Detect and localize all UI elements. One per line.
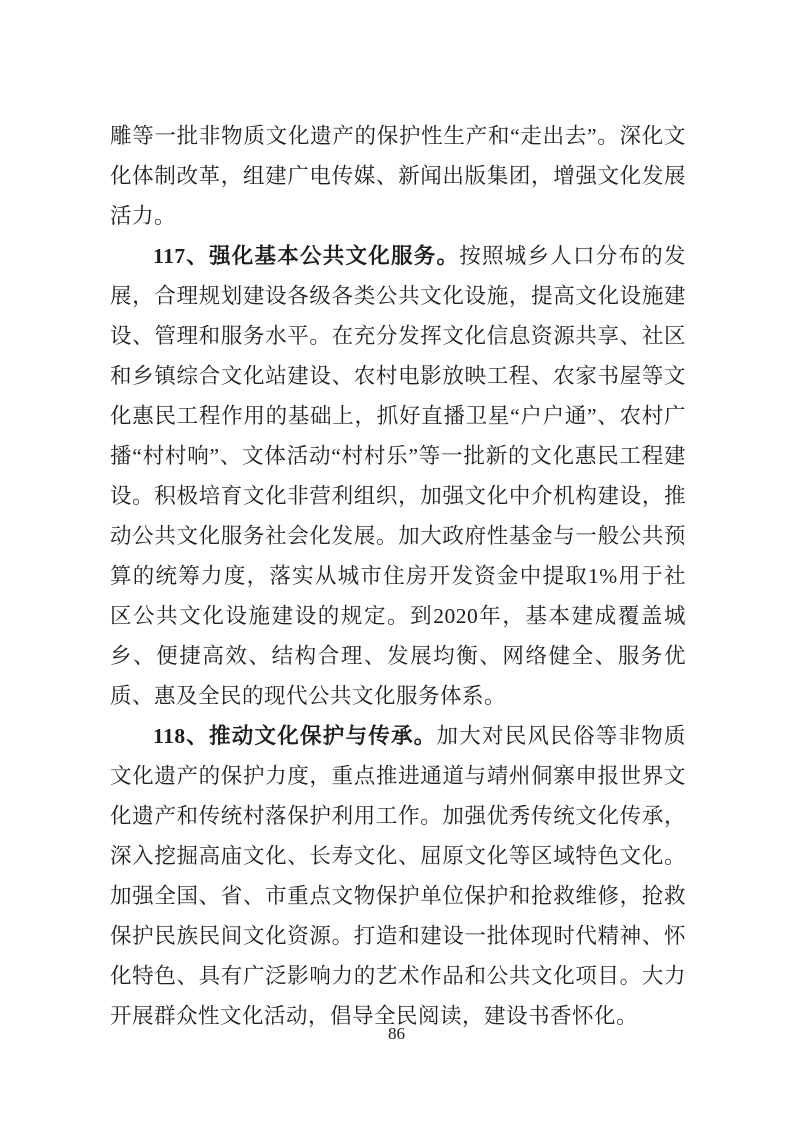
paragraph-text: 雕等一批非物质文化遗产的保护性生产和“走出去”。深化文化体制改革，组建广电传媒、新闻出版集团，增强文化发展活力。 — [110, 124, 686, 228]
page-number: 86 — [388, 1024, 405, 1043]
paragraph-lead: 117、强化基本公共文化服务。 — [153, 244, 460, 268]
text-block — [110, 116, 686, 1036]
paragraph-text: 按照城乡人口分布的发展，合理规划建设各级各类公共文化设施，提高文化设施建设、管理和服务水平。在充分发挥文化信息资源共享、社区和乡镇综合文化站建设、农村电影放映工程、农家书屋等文化惠民工程作用的基础上，抓好直播卫星“户户通”、农村广播“村村响”、文体活动“村村乐”等一批新的文化惠民工程建设。积极培育文化非营利组织，加强文化中介机构建设，推动公共文化服务社会化发展。加大政府性基金与一般公共预算的统筹力度，落实从城市住房开发资金中提取1%用于社区公共文化设施建设的规定。到2020年，基本建成覆盖城乡、便捷高效、结构合理、发展均衡、网络健全、服务优质、惠及全民的现代公共文化服务体系。 — [110, 244, 686, 708]
paragraph — [110, 236, 686, 716]
paragraph-lead: 118、推动文化保护与传承。 — [153, 724, 437, 748]
paragraph — [110, 716, 686, 1036]
paragraph — [110, 116, 686, 236]
paragraph-text: 加大对民风民俗等非物质文化遗产的保护力度，重点推进通道与靖州侗寨申报世界文化遗产和传统村落保护利用工作。加强优秀传统文化传承，深入挖掘高庙文化、长寿文化、屈原文化等区域特色文化。加强全国、省、市重点文物保护单位保护和抢救维修，抢救保护民族民间文化资源。打造和建设一批体现时代精神、怀化特色、具有广泛影响力的艺术作品和公共文化项目。大力开展群众性文化活动，倡导全民阅读，建设书香怀化。 — [110, 724, 686, 1028]
